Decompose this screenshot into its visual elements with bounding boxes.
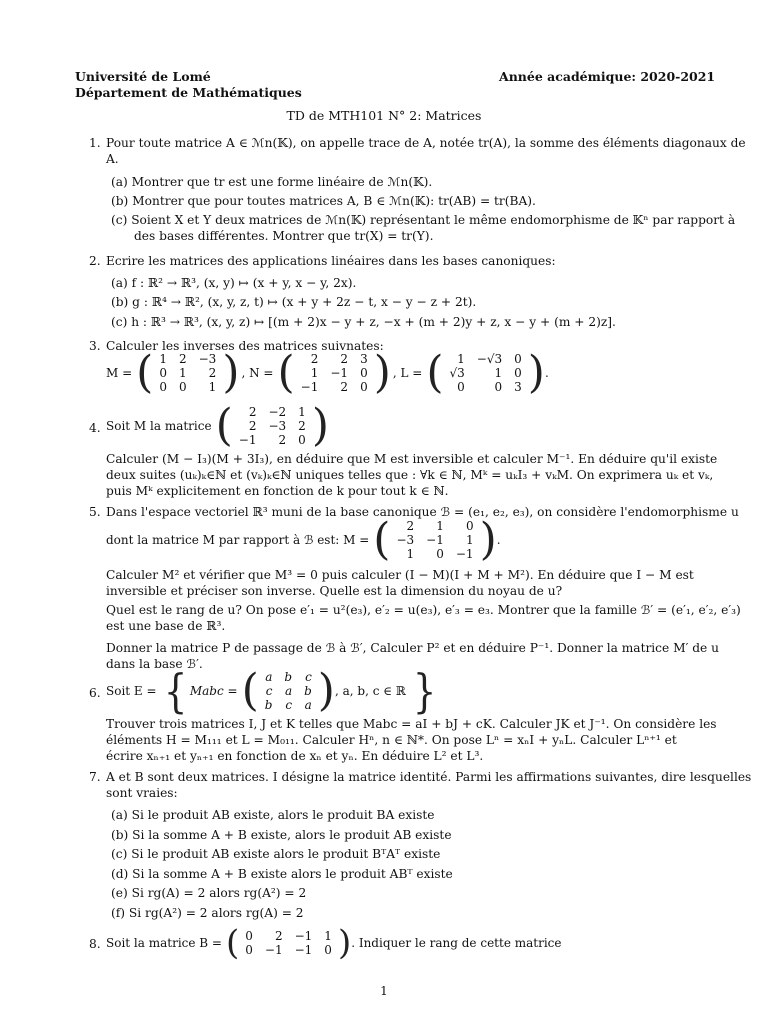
exercise-6-line: éléments H = M₁₁₁ et L = M₀₁₁. Calculer Hⁿ, n ∈ ℕ*. On pose Lⁿ = xₙI + yₙL. Calculer Lⁿ⁺¹ et <box>106 733 677 747</box>
exercise-5-line: Dans l'espace vectoriel ℝ³ muni de la base canonique ℬ = (e₁, e₂, e₃), on considère l'endomorphisme u <box>106 505 739 519</box>
exercise-5-line: Calculer M² et vérifier que M³ = 0 puis calculer (I − M)(I + M + M²). En déduire que I − M est <box>106 568 694 582</box>
matrix-entry: 0 <box>159 366 167 380</box>
matrix-l <box>444 352 528 394</box>
exercise-7-item: (f) Si rg(A²) = 2 alors rg(A) = 2 <box>111 906 304 920</box>
matrix-row <box>239 943 338 957</box>
exercise-2-item-c: (c) h : ℝ³ → ℝ³, (x, y, z) ↦ [(m + 2)x − y + z, −x + (m + 2)y + z, x − y + (m + 2)z]. <box>111 315 616 329</box>
matrix-entry: 1 <box>406 547 415 561</box>
matrix-entry: 0 <box>298 433 306 447</box>
matrix-entry: 2 <box>406 519 415 533</box>
matrix-entry: 2 <box>340 380 349 394</box>
mabc-label: Mabc = <box>189 684 238 698</box>
matrix-row <box>153 352 222 366</box>
matrix-row <box>153 366 222 380</box>
exercise-8-lead: Soit la matrice B = <box>106 936 222 950</box>
matrix-entry: 2 <box>208 366 217 380</box>
matrix-entry: 0 <box>514 366 522 380</box>
exercise-7-line: sont vraies: <box>106 786 178 800</box>
matrix-entry: b <box>304 684 312 698</box>
matrix-m <box>153 352 222 394</box>
matrix-row <box>233 419 312 433</box>
matrix-entry: 2 <box>178 352 187 366</box>
matrix-entry: a <box>304 698 312 712</box>
matrix-entry: c <box>265 684 273 698</box>
exercise-5-lead: dont la matrice M par rapport à ℬ est: M = <box>106 533 370 547</box>
exercise-4-line: deux suites (uₖ)ₖ∈ℕ et (vₖ)ₖ∈ℕ uniques telles que : ∀k ∈ ℕ, Mᵏ = uₖI₃ + vₖM. On exprimera uₖ et vₖ, <box>106 468 714 482</box>
university-name: Université de Lomé <box>75 69 211 84</box>
matrix-entry: b <box>284 670 293 684</box>
matrix-row <box>390 533 479 547</box>
exercise-5-matrix: dont la matrice M par rapport à ℬ est: M = ( 2 1 0 −3 −1 1 1 0 −1 ) . <box>106 514 501 565</box>
matrix-entry: 1 <box>324 929 332 943</box>
matrix-entry: −1 <box>455 547 474 561</box>
matrix-mabc <box>259 670 318 712</box>
matrix-entry: a <box>284 684 293 698</box>
exercise-7-item: (e) Si rg(A) = 2 alors rg(A²) = 2 <box>111 886 307 900</box>
matrix-entry: 0 <box>178 380 187 394</box>
period: . <box>544 366 549 380</box>
matrix-entry: 0 <box>360 366 368 380</box>
exercise-1-item-c: (c) Soient X et Y deux matrices de ℳn(𝕂) représentant le même endomorphisme de 𝕂ⁿ par rapport à <box>111 213 736 227</box>
matrix-entry: 1 <box>436 519 444 533</box>
matrix-entry: 0 <box>514 352 522 366</box>
exercise-3-matrices: M = ( 1 2 −3 0 1 2 0 0 1 ) , N = ( 2 2 3 1 −1 0 −1 2 0 ) , L = ( 1 −√3 0 √3 1 0 0 0 3 ) . <box>106 347 549 398</box>
exercise-7-item: (d) Si la somme A + B existe alors le produit ABᵀ existe <box>111 867 453 881</box>
matrix-n <box>295 352 374 394</box>
matrix-row <box>295 380 374 394</box>
matrix-n-label: , N = <box>241 366 274 380</box>
matrix-entry: 2 <box>278 433 287 447</box>
exercise-6-number: 6. <box>89 686 101 700</box>
matrix-entry: −3 <box>268 419 287 433</box>
matrix-entry: 2 <box>298 419 306 433</box>
matrix-row <box>444 352 528 366</box>
matrix-entry: 0 <box>457 380 465 394</box>
document-title: TD de MTH101 N° 2: Matrices <box>286 108 482 123</box>
matrix-entry: 1 <box>457 352 465 366</box>
exercise-8-tail: . Indiquer le rang de cette matrice <box>351 936 562 950</box>
exercise-2-item-a: (a) f : ℝ² → ℝ³, (x, y) ↦ (x + y, x − y, 2x). <box>111 276 357 290</box>
matrix-entry: −1 <box>294 929 313 943</box>
exercise-2-line: Ecrire les matrices des applications linéaires dans les bases canoniques: <box>106 254 556 268</box>
exercise-4-line: Calculer (M − I₃)(M + 3I₃), en déduire que M est inversible et calculer M⁻¹. En déduire qu'il existe <box>106 452 718 466</box>
matrix-entry: −1 <box>294 943 313 957</box>
matrix-entry: 2 <box>248 419 257 433</box>
matrix-entry: 2 <box>274 929 283 943</box>
exercise-5-line: inversible et préciser son inverse. Quelle est la dimension du noyau de u? <box>106 584 563 598</box>
matrix-m <box>390 519 479 561</box>
matrix-entry: −3 <box>396 533 415 547</box>
matrix-entry: −1 <box>330 366 349 380</box>
period: . <box>496 533 501 547</box>
matrix-row <box>390 519 479 533</box>
matrix-entry: 1 <box>494 366 503 380</box>
exercise-1-line: A. <box>106 152 119 166</box>
exercise-3-line: Calculer les inverses des matrices suivnates: <box>106 339 384 353</box>
exercise-5-line: Quel est le rang de u? On pose e′₁ = u²(e₃), e′₂ = u(e₃), e′₃ = e₃. Montrer que la famille ℬ′ = (e′₁, e′₂, e′₃) <box>106 603 741 617</box>
matrix-entry: −1 <box>238 433 257 447</box>
exercise-5-line: est une base de ℝ³. <box>106 619 226 633</box>
exercise-6-line: écrire xₙ₊₁ et yₙ₊₁ en fonction de xₙ et yₙ. En déduire L² et L³. <box>106 749 484 763</box>
exercise-1-item-b: (b) Montrer que pour toutes matrices A, B ∈ ℳn(𝕂): tr(AB) = tr(BA). <box>111 194 536 208</box>
set-condition: , a, b, c ∈ ℝ <box>334 684 406 698</box>
matrix-entry: 0 <box>436 547 444 561</box>
exercise-7-item: (b) Si la somme A + B existe, alors le produit AB existe <box>111 828 452 842</box>
exercise-6-lead: Soit E = <box>106 684 157 698</box>
matrix-row <box>444 366 528 380</box>
matrix-m-label: M = <box>106 366 133 380</box>
matrix-row <box>295 366 374 380</box>
exercise-4-matrix: Soit M la matrice ( 2 −2 1 2 −3 2 −1 2 0 ) <box>106 400 329 451</box>
matrix-entry: 1 <box>310 366 319 380</box>
exercise-5-number: 5. <box>89 505 101 519</box>
matrix-entry: 0 <box>245 943 253 957</box>
matrix-entry: −1 <box>426 533 444 547</box>
matrix-entry: 0 <box>360 380 368 394</box>
matrix-row <box>259 698 318 712</box>
exercise-7-number: 7. <box>89 770 101 784</box>
matrix-row <box>259 684 318 698</box>
matrix-row <box>153 380 222 394</box>
academic-year: Année académique: 2020-2021 <box>499 69 716 84</box>
matrix-row <box>390 547 479 561</box>
exercise-7-line: A et B sont deux matrices. I désigne la matrice identité. Parmi les affirmations suivantes, dire lesquelles <box>106 770 752 784</box>
matrix-entry: 1 <box>208 380 217 394</box>
matrix-row <box>233 405 312 419</box>
matrix-entry: 2 <box>248 405 257 419</box>
matrix-entry: 0 <box>324 943 332 957</box>
matrix-entry: 2 <box>340 352 349 366</box>
matrix-row <box>239 929 338 943</box>
exercise-6-set: Soit E = { Mabc = ( a b c c a b b c a ) , a, b, c ∈ ℝ } <box>106 664 437 718</box>
matrix-entry: −2 <box>268 405 287 419</box>
exercise-4-number: 4. <box>89 421 101 435</box>
exercise-5-line: Donner la matrice P de passage de ℬ à ℬ′, Calculer P² et en déduire P⁻¹. Donner la matrice M′ de u <box>106 641 719 655</box>
exercise-2-item-b: (b) g : ℝ⁴ → ℝ², (x, y, z, t) ↦ (x + y + 2z − t, x − y − z + 2t). <box>111 295 477 309</box>
exercise-4-lead: Soit M la matrice <box>106 419 212 433</box>
exercise-6-line: Trouver trois matrices I, J et K telles que Mabc = aI + bJ + cK. Calculer JK et J⁻¹. On considère les <box>106 717 717 731</box>
matrix-row <box>444 380 528 394</box>
matrix-b <box>239 929 338 957</box>
matrix-m <box>233 405 312 447</box>
exercise-1-item-c-cont: des bases différentes. Montrer que tr(X) = tr(Y). <box>134 229 434 243</box>
matrix-entry: c <box>305 670 312 684</box>
exercise-5-line: dans la base ℬ′. <box>106 657 203 671</box>
matrix-entry: 1 <box>298 405 306 419</box>
matrix-entry: a <box>265 670 273 684</box>
exercise-7-item: (a) Si le produit AB existe, alors le produit BA existe <box>111 808 435 822</box>
matrix-entry: 3 <box>360 352 368 366</box>
department-name: Département de Mathématiques <box>75 85 302 100</box>
matrix-row <box>259 670 318 684</box>
matrix-entry: b <box>264 698 273 712</box>
matrix-entry: 3 <box>514 380 522 394</box>
matrix-entry: 0 <box>245 929 253 943</box>
matrix-entry: √3 <box>449 366 465 380</box>
exercise-8-number: 8. <box>89 937 101 951</box>
exercise-2-number: 2. <box>89 254 101 268</box>
matrix-entry: −1 <box>264 943 283 957</box>
exercise-3-number: 3. <box>89 339 101 353</box>
exercise-7-item: (c) Si le produit AB existe alors le produit BᵀAᵀ existe <box>111 847 441 861</box>
matrix-entry: 0 <box>465 519 474 533</box>
matrix-entry: c <box>285 698 293 712</box>
matrix-entry: 0 <box>159 380 167 394</box>
matrix-entry: 1 <box>178 366 187 380</box>
exercise-8-matrix: Soit la matrice B = ( 0 2 −1 1 0 −1 −1 0 ) . Indiquer le rang de cette matrice <box>106 923 562 963</box>
matrix-l-label: , L = <box>392 366 423 380</box>
matrix-entry: 0 <box>494 380 503 394</box>
matrix-row <box>295 352 374 366</box>
exercise-1-number: 1. <box>89 136 101 150</box>
matrix-row <box>233 433 312 447</box>
exercise-4-line: puis Mᵏ explicitement en fonction de k pour tout k ∈ ℕ. <box>106 484 449 498</box>
matrix-entry: 1 <box>465 533 474 547</box>
page-number: 1 <box>380 984 388 998</box>
matrix-entry: −√3 <box>476 352 503 366</box>
matrix-entry: −3 <box>198 352 217 366</box>
matrix-entry: 1 <box>159 352 167 366</box>
exercise-1-item-a: (a) Montrer que tr est une forme linéaire de ℳn(𝕂). <box>111 175 433 189</box>
exercise-1-line: Pour toute matrice A ∈ ℳn(𝕂), on appelle trace de A, notée tr(A), la somme des éléments diagonaux de <box>106 136 746 150</box>
matrix-entry: 2 <box>310 352 319 366</box>
matrix-entry: −1 <box>300 380 319 394</box>
